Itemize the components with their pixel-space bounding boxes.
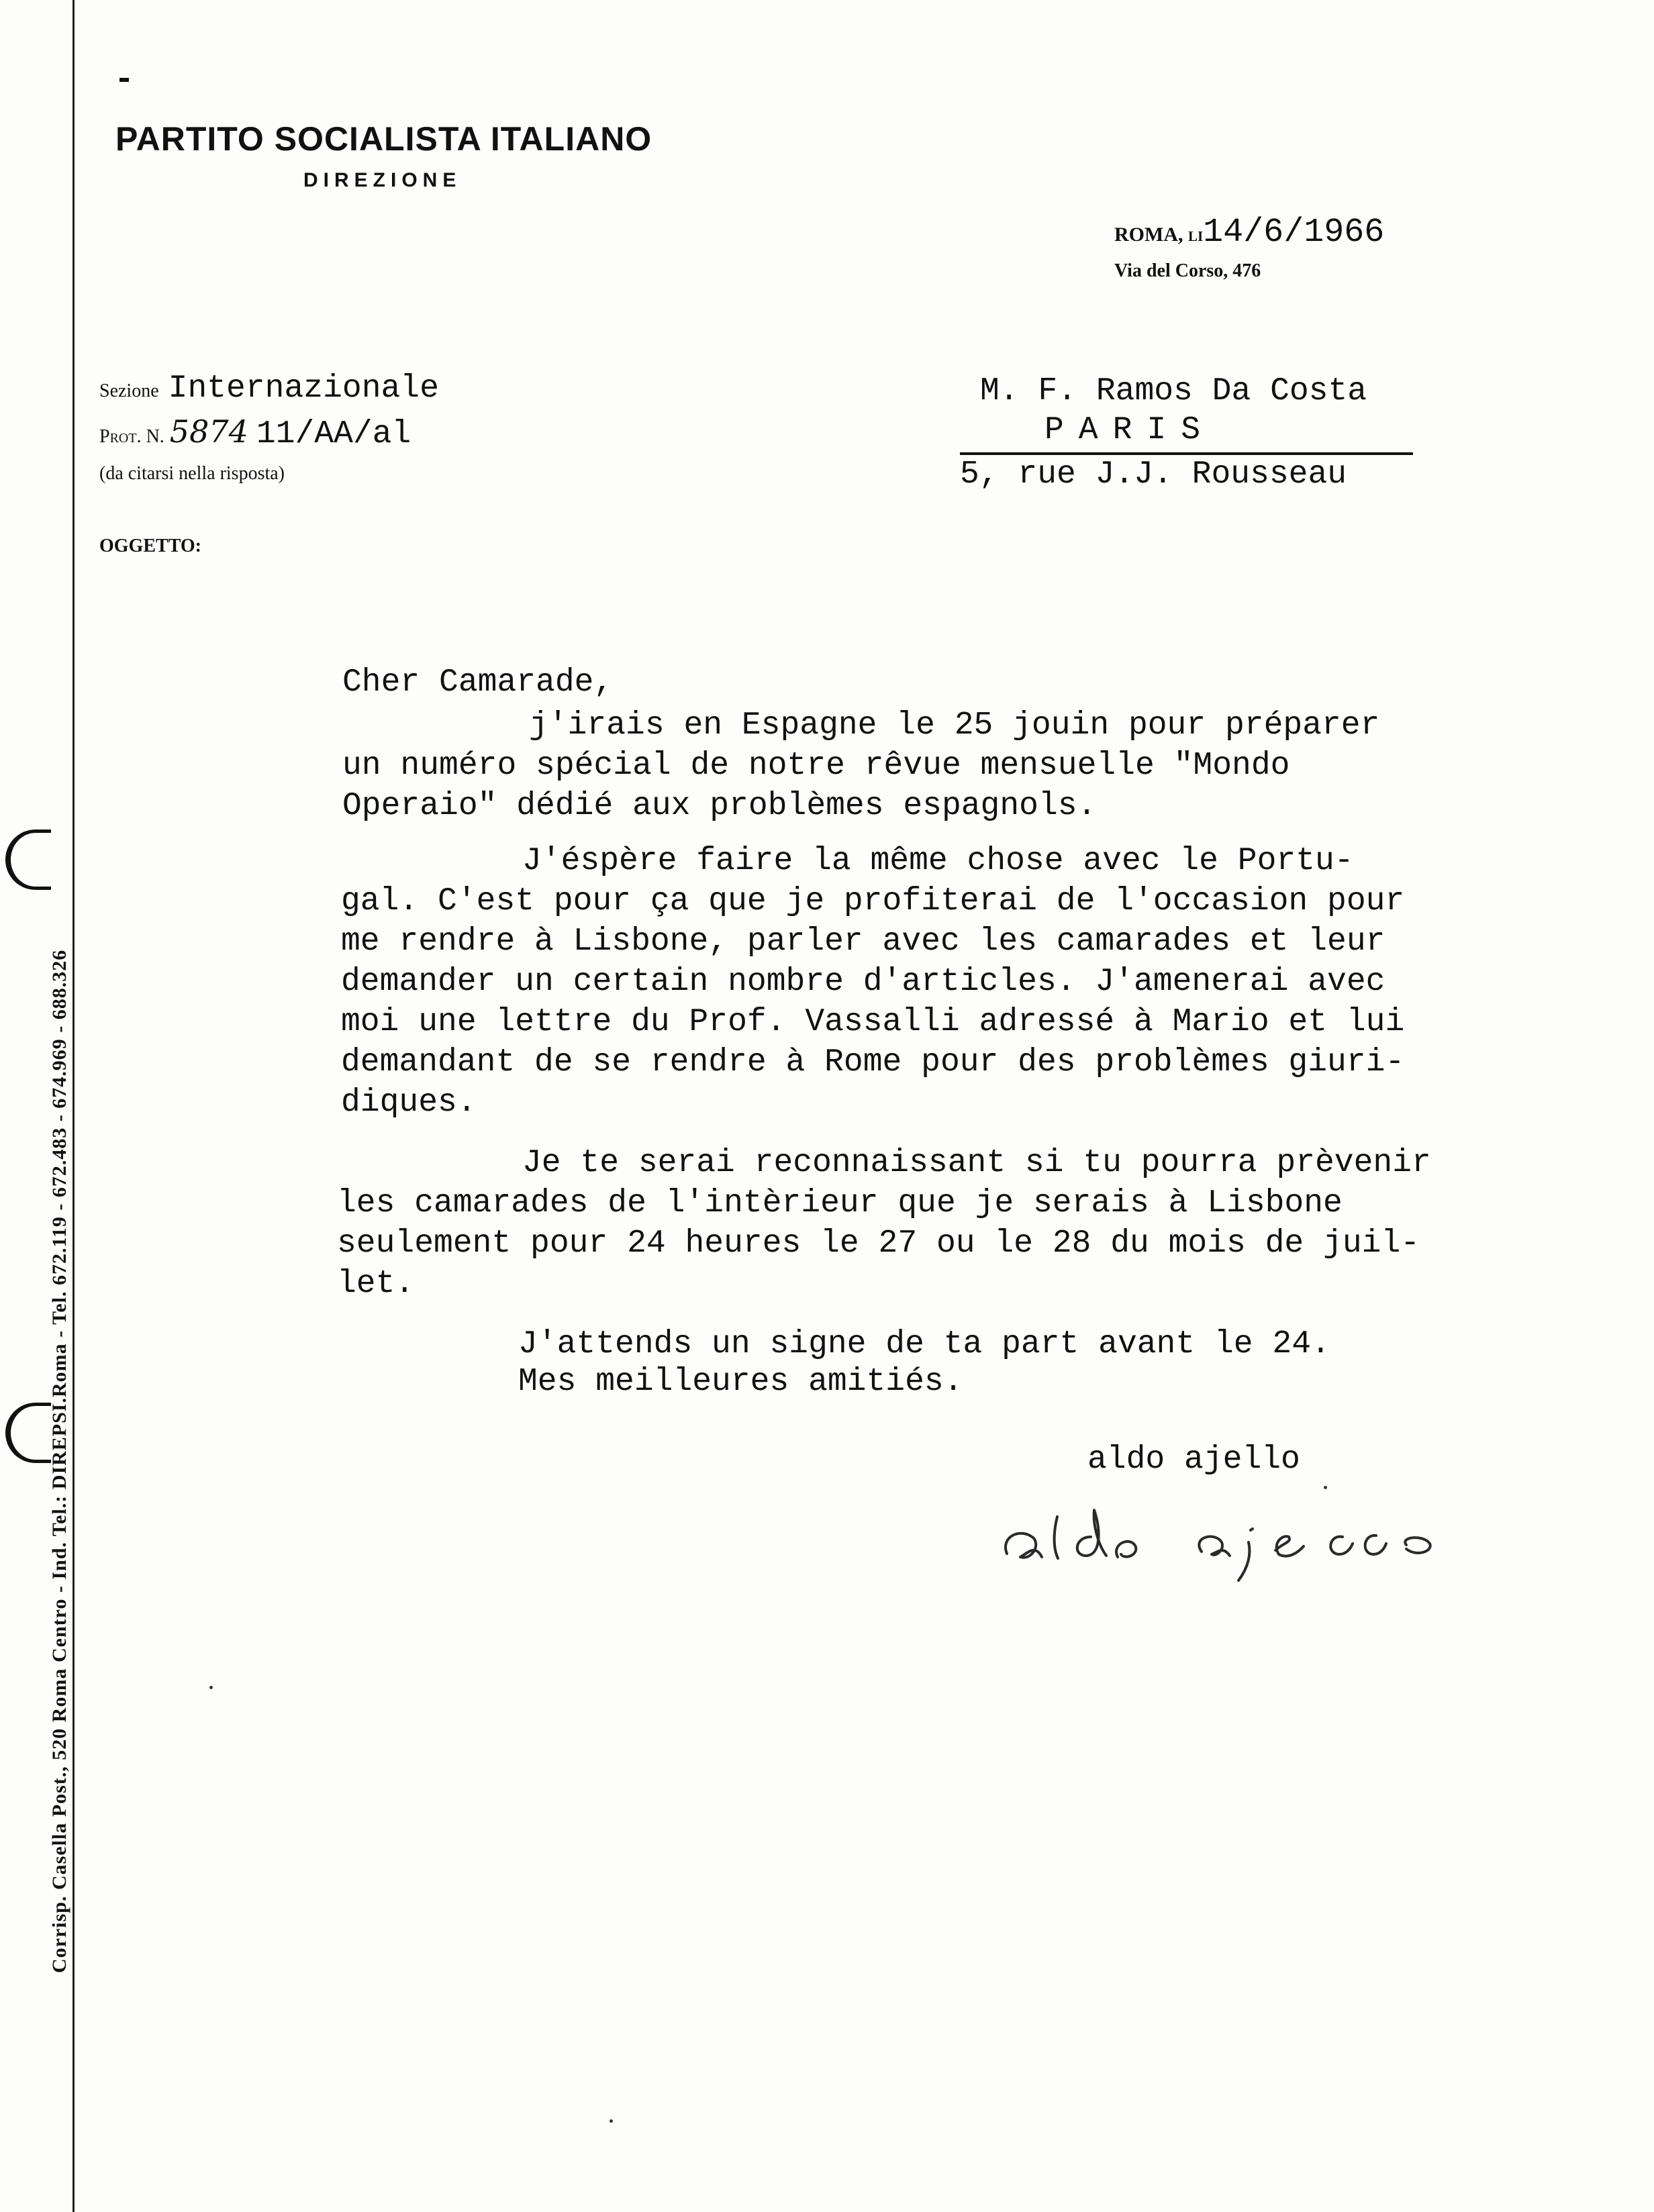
letter-line: Operaio" dédié aux problèmes espagnols.: [342, 788, 1097, 824]
punch-hole-lower: [5, 1403, 51, 1463]
handwritten-signature: [993, 1490, 1477, 1584]
sezione-label: Sezione: [99, 381, 159, 401]
recipient-name: M. F. Ramos Da Costa: [980, 373, 1367, 409]
letter-line: me rendre à Lisbone, parler avec les camarades et leur: [341, 923, 1385, 960]
paper-speck: [610, 2119, 613, 2123]
letter-line: demandant de se rendre à Rome pour des problèmes giuri-: [341, 1044, 1405, 1080]
punch-hole-upper: [5, 830, 51, 890]
date-city: ROMA, li: [1114, 223, 1204, 246]
paper-speck: [1324, 1486, 1327, 1489]
protocol-row: [99, 413, 411, 452]
sender-address: Via del Corso, 476: [1114, 260, 1261, 281]
prot-label: Prot. N.: [99, 426, 164, 447]
letter-line: un numéro spécial de notre rêvue mensuelle "Mondo: [342, 748, 1290, 784]
paper-speck: [209, 1686, 213, 1689]
side-margin-contact-info: Corrisp. Casella Post., 520 Roma Centro - Ind. Tel.: DIREPSI.Roma - Tel. 672.119 - 672.483 - 674.969 - 688.326: [48, 949, 70, 1973]
letter-line: J'attends un signe de ta part avant le 24.: [518, 1326, 1330, 1362]
letter-line: j'irais en Espagne le 25 jouin pour préparer: [529, 707, 1380, 744]
recipient-city: PARIS: [1044, 412, 1216, 448]
letterhead-subtitle: DIREZIONE: [303, 169, 462, 191]
citation-note: (da citarsi nella risposta): [99, 463, 285, 484]
prot-handwritten-number: 5874: [169, 413, 248, 450]
letter-line: demander un certain nombre d'articles. J'amenerai avec: [341, 964, 1385, 1000]
date-block: [1114, 213, 1384, 252]
letter-line: gal. C'est pour ça que je profiterai de l'occasion pour: [341, 883, 1405, 919]
letter-line: let.: [337, 1266, 415, 1302]
letter-line: J'éspère faire la même chose avec le Portu-: [522, 843, 1354, 879]
letter-line: Je te serai reconnaissant si tu pourra prèvenir: [522, 1145, 1431, 1181]
typed-signature: aldo ajello: [1087, 1442, 1300, 1478]
oggetto-label: OGGETTO:: [99, 536, 201, 556]
letter-line: moi une lettre du Prof. Vassalli adressé à Mario et lui: [341, 1004, 1405, 1040]
letter-date: 14/6/1966: [1203, 213, 1385, 252]
recipient-underline: [960, 452, 1413, 455]
top-mark: [119, 78, 129, 82]
letter-line: les camarades de l'intèrieur que je serais à Lisbone: [337, 1185, 1343, 1221]
sezione-row: [99, 370, 439, 407]
letterhead-title: PARTITO SOCIALISTA ITALIANO: [115, 120, 652, 158]
letter-line: Mes meilleures amitiés.: [518, 1364, 963, 1400]
recipient-street: 5, rue J.J. Rousseau: [960, 456, 1347, 493]
sezione-value: Internazionale: [168, 370, 439, 407]
letter-greeting: Cher Camarade,: [342, 664, 614, 701]
letter-line: diques.: [341, 1085, 477, 1121]
prot-typed-ref: 11/AA/al: [256, 416, 411, 452]
letter-line: seulement pour 24 heures le 27 ou le 28 du mois de juil-: [337, 1225, 1420, 1262]
binding-line: [72, 0, 75, 2212]
